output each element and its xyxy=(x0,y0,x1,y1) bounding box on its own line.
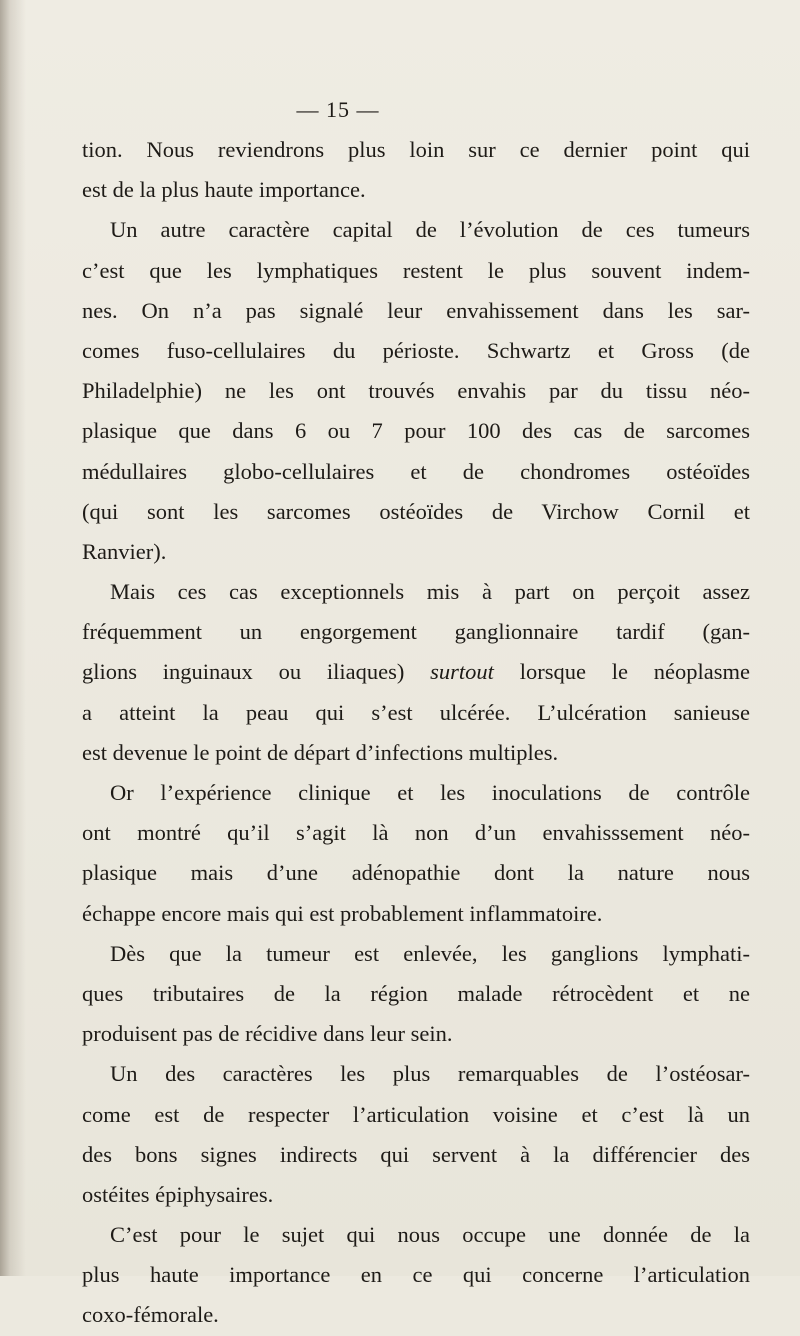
text-line: nes. On n’a pas signalé leur envahissement dans les sar- xyxy=(82,297,750,323)
text-line: des bons signes indirects qui servent à la différencier des xyxy=(82,1141,750,1167)
text-line: ques tributaires de la région malade rétrocèdent et ne xyxy=(82,980,750,1006)
text-line: Philadelphie) ne les ont trouvés envahis par du tissu néo- xyxy=(82,378,750,404)
text-line: c’est que les lymphatiques restent le plus souvent indem- xyxy=(82,257,750,283)
text-line: médullaires globo-cellulaires et de chondromes ostéoïdes xyxy=(82,458,750,484)
page-number: — 15 — xyxy=(296,97,380,122)
text-line: produisent pas de récidive dans leur sein. xyxy=(82,1021,453,1047)
emphasis: surtout xyxy=(430,659,494,685)
text-line: come est de respecter l’articulation voisine et c’est là un xyxy=(82,1101,750,1127)
text-line: fréquemment un engorgement ganglionnaire tardif (gan- xyxy=(82,619,750,645)
text-line: glions inguinaux ou iliaques) surtout lorsque le néoplasme xyxy=(82,659,750,685)
text-line: coxo-fémorale. xyxy=(82,1302,219,1328)
text-line: ostéites épiphysaires. xyxy=(82,1181,274,1207)
text-line: ont montré qu’il s’agit là non d’un envahisssement néo- xyxy=(82,820,750,846)
text-line: plasique mais d’une adénopathie dont la nature nous xyxy=(82,860,750,886)
text-line: Un des caractères les plus remarquables de l’ostéosar- xyxy=(110,1061,750,1087)
text-line: Dès que la tumeur est enlevée, les ganglions lymphati- xyxy=(110,940,750,966)
text-line: Un autre caractère capital de l’évolution de ces tumeurs xyxy=(110,217,750,243)
text-line: Ranvier). xyxy=(82,538,167,564)
text-line: a atteint la peau qui s’est ulcérée. L’ulcération sanieuse xyxy=(82,699,750,725)
text-line: est devenue le point de départ d’infections multiples. xyxy=(82,739,559,765)
text-line: est de la plus haute importance. xyxy=(82,177,366,203)
text-line: plus haute importance en ce qui concerne l’articulation xyxy=(82,1262,750,1288)
text-line: échappe encore mais qui est probablement inflammatoire. xyxy=(82,900,603,926)
text-line: comes fuso-cellulaires du périoste. Schwartz et Gross (de xyxy=(82,337,750,363)
text-line: tion. Nous reviendrons plus loin sur ce dernier point qui xyxy=(82,137,750,162)
text-line: (qui sont les sarcomes ostéoïdes de Virchow Cornil et xyxy=(82,498,750,524)
text-line: C’est pour le sujet qui nous occupe une donnée de la xyxy=(110,1222,750,1248)
text-line: Mais ces cas exceptionnels mis à part on perçoit assez xyxy=(110,579,750,605)
text-line: plasique que dans 6 ou 7 pour 100 des cas de sarcomes xyxy=(82,418,750,444)
body-text xyxy=(82,130,750,1336)
text-line: Or l’expérience clinique et les inoculations de contrôle xyxy=(110,780,750,805)
